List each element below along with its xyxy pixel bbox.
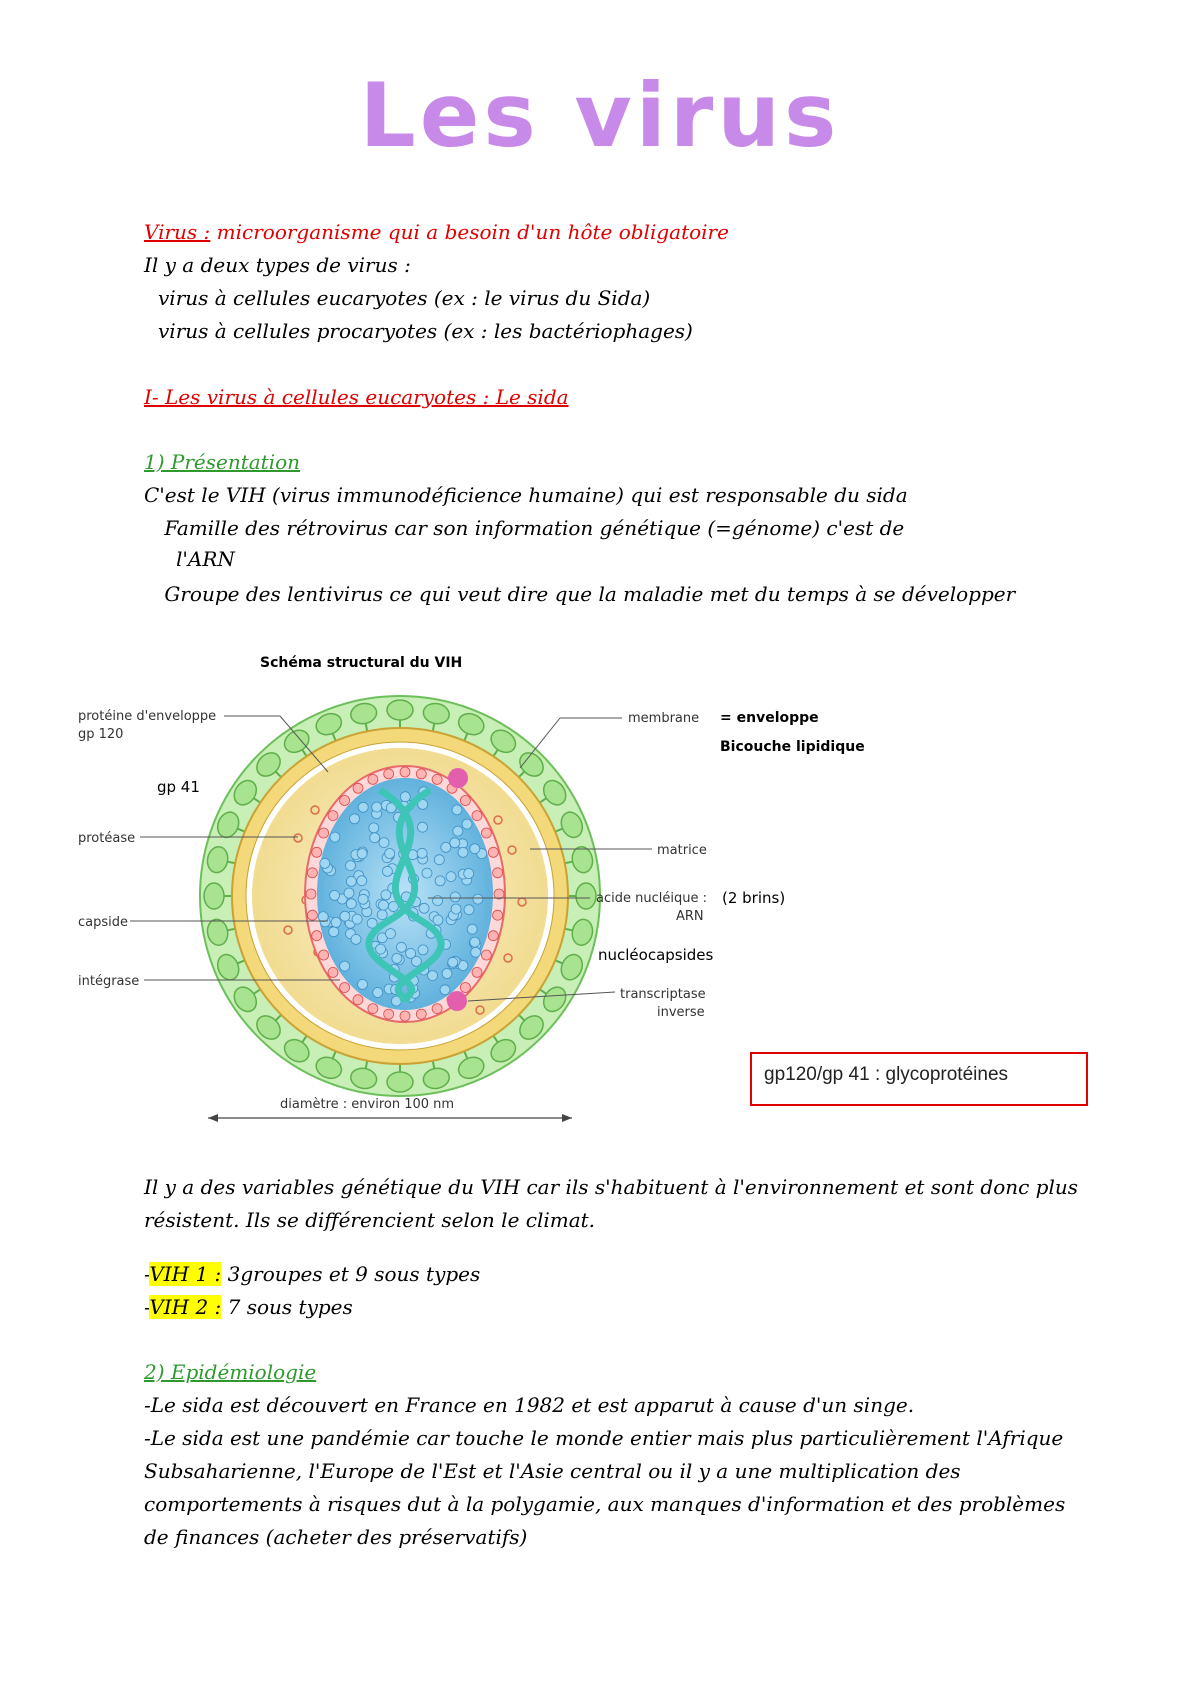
capsid-protein <box>432 774 442 784</box>
nucleocapsid-protein <box>381 890 391 900</box>
label-nucleic-acid: acide nucléique : <box>596 891 707 906</box>
capsid-protein <box>384 1009 394 1019</box>
vih1-text: 3groupes et 9 sous types <box>221 1262 481 1286</box>
capsid-protein <box>368 774 378 784</box>
epidemiology-line-5: de finances (acheter des préservatifs) <box>144 1525 528 1549</box>
label-matrix: matrice <box>657 843 707 858</box>
glycoprotein-spike <box>204 883 224 909</box>
label-lipid-bilayer: Bicouche lipidique <box>720 739 865 755</box>
nucleocapsid-protein <box>358 979 368 989</box>
presentation-bullet-2-text: Groupe des lentivirus ce qui veut dire que la maladie met du temps à se développer <box>164 582 1016 606</box>
label-envelope-note: = enveloppe <box>720 710 819 726</box>
capsid-protein <box>416 769 426 779</box>
dash: - <box>144 1295 150 1319</box>
nucleocapsid-protein <box>435 876 445 886</box>
nucleocapsid-protein <box>372 802 382 812</box>
presentation-bullet-2 <box>144 582 1015 606</box>
section-1-heading: I- Les virus à cellules eucaryotes : Le sida <box>144 385 569 409</box>
nucleocapsid-protein <box>352 914 362 924</box>
nucleocapsid-protein <box>452 805 462 815</box>
nucleocapsid-protein <box>446 872 456 882</box>
nucleocapsid-protein <box>340 961 350 971</box>
nucleocapsid-protein <box>440 985 450 995</box>
nucleocapsid-protein <box>329 927 339 937</box>
capsid-protein <box>353 783 363 793</box>
nucleocapsid-protein <box>377 910 387 920</box>
capsid-protein <box>328 811 338 821</box>
capsid-protein <box>384 769 394 779</box>
label-nucleocapsid: nucléocapsides <box>598 946 714 964</box>
nucleocapsid-protein <box>462 819 472 829</box>
label-capsid: capside <box>78 915 129 930</box>
capsid-protein <box>328 967 338 977</box>
label-protease: protéase <box>78 831 136 846</box>
label-rna: ARN <box>676 909 704 924</box>
type-item-2 <box>144 319 693 343</box>
definition-term: Virus : <box>144 220 211 244</box>
nucleocapsid-protein <box>464 869 474 879</box>
type-item-1 <box>144 286 650 310</box>
types-intro: Il y a deux types de virus : <box>144 253 411 277</box>
capsid-protein <box>481 950 491 960</box>
vih2-line <box>144 1295 353 1319</box>
nucleocapsid-protein <box>428 971 438 981</box>
nucleocapsid-protein <box>453 826 463 836</box>
nucleocapsid-protein <box>458 847 468 857</box>
capsid-protein <box>400 1011 410 1021</box>
capsid-protein <box>400 767 410 777</box>
capsid-protein <box>460 983 470 993</box>
glycoprotein-spike <box>387 700 413 720</box>
glycoprotein-spike <box>576 883 596 909</box>
capsid-protein <box>488 847 498 857</box>
label-two-strands: (2 brins) <box>722 889 786 907</box>
capsid-protein <box>472 811 482 821</box>
enzyme-particle <box>448 768 468 788</box>
nucleocapsid-protein <box>379 900 389 910</box>
nucleocapsid-protein <box>357 876 367 886</box>
nucleocapsid-protein <box>392 953 402 963</box>
virus-definition <box>144 220 729 244</box>
nucleocapsid-protein <box>450 892 460 902</box>
capsid-protein <box>319 828 329 838</box>
enzyme-particle <box>447 991 467 1011</box>
subsection-epidemiology-heading: 2) Epidémiologie <box>144 1360 317 1384</box>
nucleocapsid-protein <box>406 948 416 958</box>
glycoprotein-spike <box>387 1072 413 1092</box>
nucleocapsid-protein <box>422 868 432 878</box>
nucleocapsid-protein <box>396 942 406 952</box>
subsection-presentation-heading: 1) Présentation <box>144 450 301 474</box>
type-item-1-text: virus à cellules eucaryotes (ex : le virus du Sida) <box>158 286 651 310</box>
capsid-protein <box>307 868 317 878</box>
epidemiology-line-3: Subsaharienne, l'Europe de l'Est et l'Asie central ou il y a une multiplication des <box>144 1459 961 1483</box>
nucleocapsid-protein <box>376 944 386 954</box>
capsid-protein <box>493 868 503 878</box>
capsid-protein <box>353 995 363 1005</box>
presentation-bullet-1 <box>144 516 904 540</box>
nucleocapsid-protein <box>331 917 341 927</box>
nucleocapsid-protein <box>471 947 481 957</box>
epidemiology-line-4: comportements à risques dut à la polygamie, aux manques d'information et des problèmes <box>144 1492 1066 1516</box>
nucleocapsid-protein <box>418 822 428 832</box>
capsid-protein <box>416 1009 426 1019</box>
capsid-protein <box>368 1004 378 1014</box>
nucleocapsid-protein <box>340 911 350 921</box>
nucleocapsid-protein <box>358 894 368 904</box>
nucleocapsid-protein <box>382 866 392 876</box>
label-reverse-transcriptase-2: inverse <box>657 1005 705 1020</box>
nucleocapsid-protein <box>418 945 428 955</box>
virus-illustration <box>200 696 600 1096</box>
diagram-title: Schéma structural du VIH <box>260 655 463 671</box>
label-gp120: gp 120 <box>78 727 124 742</box>
type-item-2-text: virus à cellules procaryotes (ex : les bactériophages) <box>158 319 693 343</box>
nucleocapsid-protein <box>344 888 354 898</box>
nucleocapsid-protein <box>370 833 380 843</box>
capsid-protein <box>307 910 317 920</box>
capsid-protein <box>340 983 350 993</box>
nucleocapsid-protein <box>419 903 429 913</box>
capsid-protein <box>481 828 491 838</box>
label-envelope-protein: protéine d'enveloppe <box>78 709 217 724</box>
nucleocapsid-protein <box>442 969 452 979</box>
page-title: Les virus <box>359 64 841 167</box>
capsid-protein <box>493 910 503 920</box>
presentation-line-1: C'est le VIH (virus immunodéficience humaine) qui est responsable du sida <box>144 483 908 507</box>
vih1-label: VIH 1 : <box>149 1262 222 1286</box>
dash: - <box>144 1262 150 1286</box>
nucleocapsid-protein <box>357 849 367 859</box>
nucleocapsid-protein <box>346 899 356 909</box>
nucleocapsid-protein <box>320 858 330 868</box>
capsid-protein <box>488 931 498 941</box>
nucleocapsid-protein <box>385 849 395 859</box>
label-gp41: gp 41 <box>157 778 200 796</box>
nucleocapsid-protein <box>330 832 340 842</box>
variants-line-2: résistent. Ils se différencient selon le climat. <box>144 1208 596 1232</box>
label-membrane: membrane <box>628 711 700 726</box>
presentation-bullet-1-continuation: l'ARN <box>176 547 235 571</box>
diameter-indicator <box>208 1097 572 1122</box>
epidemiology-line-1: -Le sida est découvert en France en 1982 et est apparut à cause d'un singe. <box>144 1393 915 1417</box>
nucleocapsid-protein <box>451 904 461 914</box>
nucleocapsid-protein <box>470 844 480 854</box>
capsid-protein <box>319 950 329 960</box>
nucleocapsid-protein <box>464 905 474 915</box>
capsid-protein <box>460 796 470 806</box>
nucleocapsid-protein <box>330 890 340 900</box>
label-reverse-transcriptase: transcriptase <box>620 987 706 1002</box>
vih2-text: 7 sous types <box>221 1295 353 1319</box>
capsid-protein <box>306 889 316 899</box>
nucleocapsid-protein <box>346 861 356 871</box>
capsid-protein <box>312 847 322 857</box>
nucleocapsid-protein <box>450 838 460 848</box>
presentation-bullet-1-text: Famille des rétrovirus car son information génétique (=génome) c'est de <box>164 516 905 540</box>
glycoproteins-note-box: gp120/gp 41 : glycoprotéines <box>750 1052 1088 1106</box>
nucleocapsid-protein <box>373 988 383 998</box>
capsid-protein <box>432 1004 442 1014</box>
nucleocapsid-protein <box>448 957 458 967</box>
capsid-protein <box>312 931 322 941</box>
nucleocapsid-protein <box>346 876 356 886</box>
label-diameter: diamètre : environ 100 nm <box>280 1097 455 1112</box>
nucleocapsid-protein <box>400 792 410 802</box>
definition-text: microorganisme qui a besoin d'un hôte obligatoire <box>210 220 729 244</box>
capsid-protein <box>472 967 482 977</box>
nucleocapsid-protein <box>473 894 483 904</box>
nucleocapsid-protein <box>350 814 360 824</box>
vih2-label: VIH 2 : <box>149 1295 222 1319</box>
nucleocapsid-protein <box>386 929 396 939</box>
vih1-line <box>144 1262 480 1286</box>
nucleocapsid-protein <box>433 896 443 906</box>
nucleocapsid-protein <box>470 937 480 947</box>
nucleocapsid-protein <box>318 912 328 922</box>
nucleocapsid-protein <box>417 848 427 858</box>
nucleocapsid-protein <box>441 842 451 852</box>
nucleocapsid-protein <box>351 934 361 944</box>
nucleocapsid-protein <box>434 855 444 865</box>
nucleocapsid-protein <box>379 838 389 848</box>
nucleocapsid-protein <box>433 915 443 925</box>
label-integrase: intégrase <box>78 974 140 989</box>
variants-line-1: Il y a des variables génétique du VIH car ils s'habituent à l'environnement et sont donc plus <box>144 1175 1079 1199</box>
nucleocapsid-protein <box>369 823 379 833</box>
nucleocapsid-protein <box>467 924 477 934</box>
epidemiology-line-2: -Le sida est une pandémie car touche le monde entier mais plus particulièrement l'Afrique <box>144 1426 1064 1450</box>
capsid-protein <box>340 796 350 806</box>
nucleocapsid-protein <box>358 802 368 812</box>
